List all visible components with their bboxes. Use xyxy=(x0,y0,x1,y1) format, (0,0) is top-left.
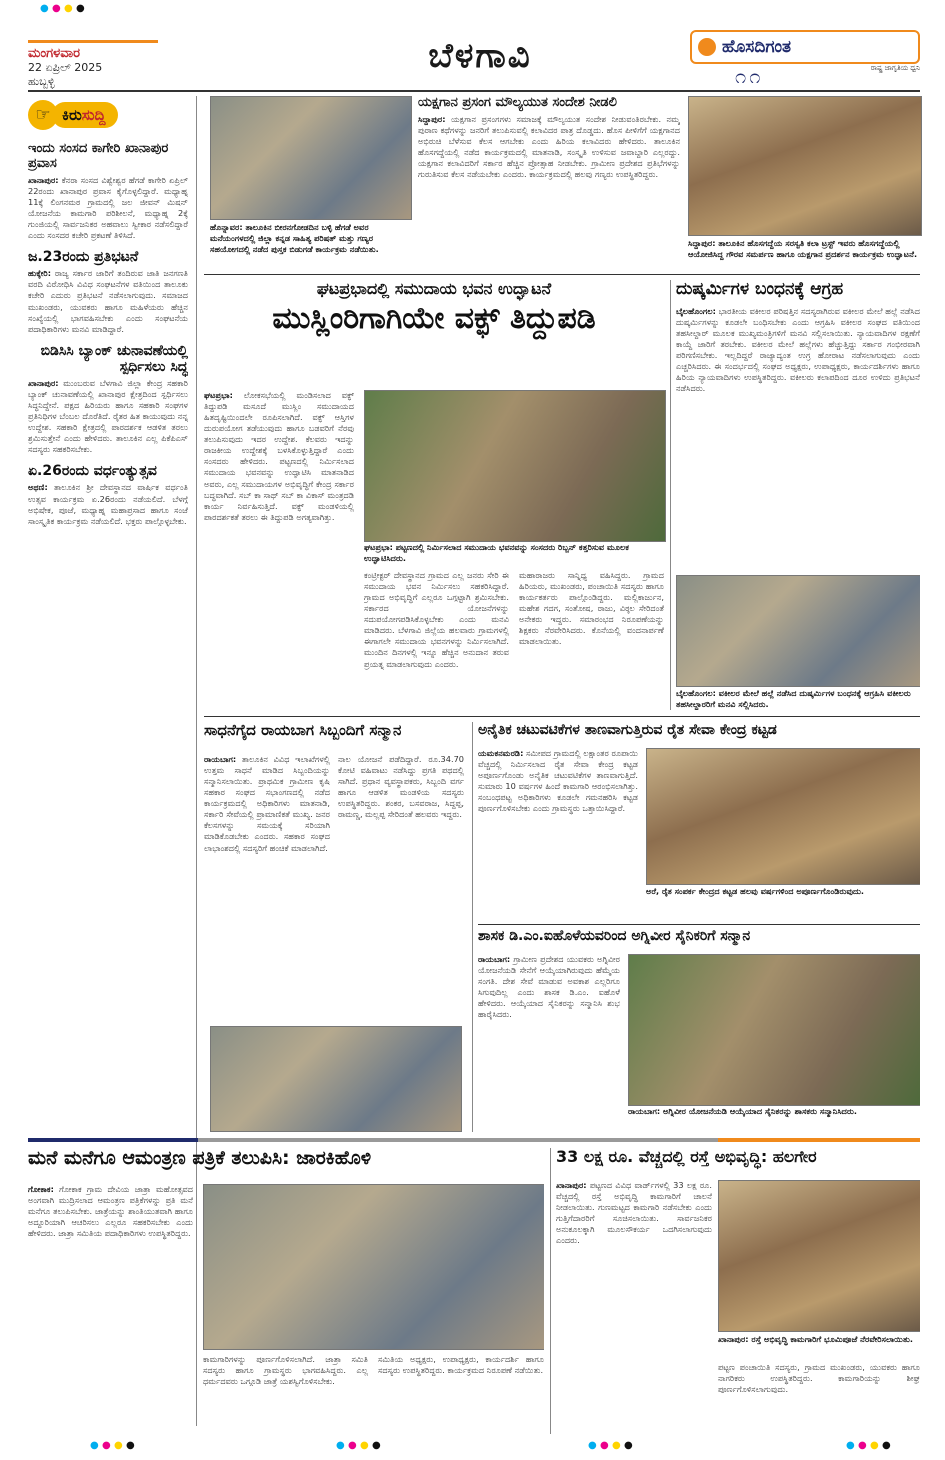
issue-day: ಮಂಗಳವಾರ xyxy=(28,46,81,61)
brief-text: ಕೆನರಾ ಸಂಸದ ವಿಶ್ವೇಶ್ವರ ಹೆಗಡೆ ಕಾಗೇರಿ ಏಪ್ರಿಲ್ 22ರಂದು ಖಾನಾಪುರ ಪ್ರವಾಸ ಕೈಗೊಳ್ಳಲಿದ್ದಾರೆ. ಮಧ್ಯಾಹ್ನ 11ಕ್ಕೆ ಲಿಂಗನಮಠ ಗ್ರಾಮದಲ್ಲಿ ಜಲ ಜೀವನ್ ಮಿಷನ್ ಯೋಜನೆಯ ಕಾಮಗಾರಿ ಪರಿಶೀಲನೆ, ಮಧ್ಯಾಹ್ನ 2ಕ್ಕೆ ಗುಂಜಿಯಲ್ಲಿ ಸಾರ್ವಜನಿಕರ ಅಹವಾಲು ಸ್ವೀಕಾರ ನಡೆಸಲಿದ್ದಾರೆ ಎಂದು ಸಂಸದರ ಕಚೇರಿ ಪ್ರಕಟಣೆ ತಿಳಿಸಿದೆ. xyxy=(28,174,188,241)
column-rule xyxy=(472,722,473,1132)
article-body xyxy=(556,1180,712,1432)
article-headline: ಅನೈತಿಕ ಚಟುವಟಿಕೆಗಳ ತಾಣವಾಗುತ್ತಿರುವ ರೈತ ಸೇವಾ ಕೇಂದ್ರ ಕಟ್ಟಡ xyxy=(478,722,777,738)
registration-dots: ● xyxy=(588,1440,598,1451)
brief-text: ಮುಂಬರುವ ಬೆಳಗಾವಿ ಜಿಲ್ಲಾ ಕೇಂದ್ರ ಸಹಕಾರಿ ಬ್ಯಾಂಕ್ ಚುನಾವಣೆಯಲ್ಲಿ ಖಾನಾಪುರ ಕ್ಷೇತ್ರದಿಂದ ಸ್ಪರ್ಧಿಸಲು ಸಿದ್ಧನಿದ್ದೇನೆ. ಪಕ್ಷದ ಹಿರಿಯರು ಹಾಗೂ ಸಹಕಾರಿ ಸಂಘಗಳ ಪ್ರತಿನಿಧಿಗಳ ಬೆಂಬಲ ದೊರೆತಿದೆ. ರೈತರ ಹಿತ ಕಾಯುವುದು ನನ್ನ ಉದ್ದೇಶ. ಸಹಕಾರಿ ಕ್ಷೇತ್ರದಲ್ಲಿ ಪಾರದರ್ಶಕ ಆಡಳಿತ ತರಲು ಶ್ರಮಿಸುತ್ತೇನೆ ಎಂದು ಹೇಳಿದರು. ತಾಲೂಕಿನ ಎಲ್ಲ ಪಿಕೆಪಿಎಸ್ ಸದಸ್ಯರು ಸಹಕರಿಸಬೇಕು. xyxy=(28,377,188,455)
article-raitha-kendra xyxy=(478,722,920,922)
logo-text: ಹೊಸದಿಗಂತ xyxy=(722,37,792,57)
bottom-blue-bar xyxy=(28,1138,198,1142)
brief-text: ರಾಜ್ಯ ಸರ್ಕಾರ ಜಾರಿಗೆ ತಂದಿರುವ ಜಾತಿ ಜನಗಣತಿ ವರದಿ ವಿರೋಧಿಸಿ ವಿವಿಧ ಸಂಘಟನೆಗಳ ವತಿಯಿಂದ ತಾಲೂಕು ಕಚೇರಿ ಎದುರು ಪ್ರತಿಭಟನೆ ನಡೆಸಲಾಗುವುದು. ಸಮಾಜದ ಮುಖಂಡರು, ಯುವಕರು ಹಾಗೂ ಮಹಿಳೆಯರು ಹೆಚ್ಚಿನ ಸಂಖ್ಯೆಯಲ್ಲಿ ಭಾಗವಹಿಸಬೇಕು ಎಂದು ಸಂಘಟನೆಯ ಪದಾಧಿಕಾರಿಗಳು ಮನವಿ ಮಾಡಿದ್ದಾರೆ. xyxy=(28,268,188,334)
issue-date: 22 ಏಪ್ರಿಲ್ 2025 xyxy=(28,61,103,74)
photo-incomplete-building xyxy=(646,748,920,885)
registration-dots: ● xyxy=(624,1440,634,1451)
photo-caption: ಅರೆ, ರೈತ ಸಂಪರ್ಕ ಕೇಂದ್ರದ ಕಟ್ಟಡ ಹಲವು ವರ್ಷಗಳಿಂದ ಅಪೂರ್ಣಗೊಂಡಿರುವುದು. xyxy=(646,886,865,896)
photo-caption: ಸಿದ್ದಾಪುರ: ತಾಲೂಕಿನ ಹೊಸಗದ್ದೆಯ ಸರಸ್ವತಿ ಕಲಾ ಟ್ರಸ್ಟ್ ಇವರು ಹೊಸಗದ್ದೆಯಲ್ಲಿ ಆಯೋಜಿಸಿದ್ದ ಗೌರವ ಸಮರ್ಪಣ ಹಾಗೂ ಯಕ್ಷಗಾನ ಪ್ರದರ್ಶನ ಕಾರ್ಯಕ್ರಮ ಉದ್ಘಾಟನೆ. xyxy=(688,238,918,260)
brief-dateline: ಅಥಣಿ: xyxy=(28,482,48,493)
article-text: ಯಕ್ಷಗಾನ ಪ್ರಸಂಗಗಳು ಸಮಾಜಕ್ಕೆ ಮೌಲ್ಯಯುತ ಸಂದೇಶ ನೀಡುವಂತಿರಬೇಕು. ನಮ್ಮ ಪುರಾಣ ಕಥೆಗಳನ್ನು ಜನರಿಗೆ ತಲುಪಿಸುವಲ್ಲಿ ಕಲಾವಿದರ ಪಾತ್ರ ದೊಡ್ಡದು. ಹೊಸ ಪೀಳಿಗೆಗೆ ಯಕ್ಷಗಾನದ ಅಭಿರುಚಿ ಬೆಳೆಸುವ ಕೆಲಸ ಆಗಬೇಕು ಎಂದು ಹಿರಿಯ ಕಲಾವಿದರು ಹೇಳಿದರು. ತಾಲೂಕಿನ ಹೊಸಗದ್ದೆಯಲ್ಲಿ ನಡೆದ ಕಾರ್ಯಕ್ರಮದಲ್ಲಿ ಮಾತನಾಡಿ, ಸಂಸ್ಕೃತಿ ಉಳಿಸುವ ಜವಾಬ್ದಾರಿ ಎಲ್ಲರದ್ದು. ಯಕ್ಷಗಾನ ಕಲಾವಿದರಿಗೆ ಸರ್ಕಾರ ಹೆಚ್ಚಿನ ಪ್ರೋತ್ಸಾಹ ನೀಡಬೇಕು. ಗ್ರಾಮೀಣ ಪ್ರದೇಶದ ಪ್ರತಿಭೆಗಳನ್ನು ಗುರುತಿಸುವ ಕೆಲಸ ನಡೆಯಬೇಕು ಎಂದರು. ಕಾರ್ಯಕ್ರಮದಲ್ಲಿ ಹಲವು ಗಣ್ಯರು ಉಪಸ್ಥಿತರಿದ್ದರು. xyxy=(418,113,680,180)
registration-dots: ● xyxy=(846,1440,856,1451)
article-dateline: ರಾಯಬಾಗ: xyxy=(478,954,511,964)
brief-headline: ಏ.26ರಂದು ವರ್ಧಂತ್ಯುತ್ಸವ xyxy=(28,463,157,480)
article-dateline: ಗೋಕಾಕ: xyxy=(28,1184,54,1194)
registration-dots: ● xyxy=(348,1440,358,1451)
logo-box xyxy=(690,30,920,64)
article-text: ಲೋಕಸಭೆಯಲ್ಲಿ ಮಂಡಿಸಲಾದ ವಕ್ಫ್ ತಿದ್ದುಪಡಿ ಮಸೂದೆ ಮುಸ್ಲಿಂ ಸಮುದಾಯದ ಹಿತದೃಷ್ಟಿಯಿಂದಲೇ ರೂಪಿಸಲಾಗಿದೆ. ವಕ್ಫ್ ಆಸ್ತಿಗಳ ದುರುಪಯೋಗ ತಡೆಯುವುದು ಹಾಗೂ ಬಡವರಿಗೆ ನೆರವು ತಲುಪಿಸುವುದು ಇದರ ಉದ್ದೇಶ. ಕೆಲವರು ಇದನ್ನು ರಾಜಕೀಯ ಉದ್ದೇಶಕ್ಕೆ ಬಳಸಿಕೊಳ್ಳುತ್ತಿದ್ದಾರೆ ಎಂದು ಸಂಸದರು ಹೇಳಿದರು. ಪಟ್ಟಣದಲ್ಲಿ ನಿರ್ಮಿಸಲಾದ ಸಮುದಾಯ ಭವನವನ್ನು ಉದ್ಘಾಟಿಸಿ ಮಾತನಾಡಿದ ಅವರು, ಎಲ್ಲ ಸಮುದಾಯಗಳ ಅಭಿವೃದ್ಧಿಗೆ ಕೇಂದ್ರ ಸರ್ಕಾರ ಬದ್ಧವಾಗಿದೆ. ಸಬ್ ಕಾ ಸಾಥ್ ಸಬ್ ಕಾ ವಿಕಾಸ್ ಮಂತ್ರದಡಿ ಕಾರ್ಯ ನಿರ್ವಹಿಸುತ್ತಿದೆ. ವಕ್ಫ್ ಮಂಡಳಿಯಲ್ಲಿ ಪಾರದರ್ಶಕತೆ ತರಲು ಈ ತಿದ್ದುಪಡಿ ಅಗತ್ಯವಾಗಿತ್ತು. xyxy=(204,390,354,522)
article-text: ಗ್ರಾಮೀಣ ಪ್ರದೇಶದ ಯುವಕರು ಅಗ್ನಿವೀರ ಯೋಜನೆಯಡಿ ಸೇನೆಗೆ ಆಯ್ಕೆಯಾಗಿರುವುದು ಹೆಮ್ಮೆಯ ಸಂಗತಿ. ದೇಶ ಸೇವೆ ಮಾಡುವ ಅವಕಾಶ ಎಲ್ಲರಿಗೂ ಸಿಗುವುದಿಲ್ಲ ಎಂದು ಶಾಸಕ ಡಿ.ಎಂ. ಐಹೊಳೆ ಹೇಳಿದರು. ಆಯ್ಕೆಯಾದ ಸೈನಿಕರನ್ನು ಸನ್ಮಾನಿಸಿ ಶುಭ ಹಾರೈಸಿದರು. xyxy=(478,954,620,1020)
photo-caption: ಬೈಲಹೊಂಗಲ: ವಕೀಲರ ಮೇಲೆ ಹಲ್ಲೆ ನಡೆಸಿದ ದುಷ್ಕರ್ಮಿಗಳ ಬಂಧನಕ್ಕೆ ಆಗ್ರಹಿಸಿ ವಕೀಲರು ತಹಸೀಲ್ದಾರರಿಗೆ ಮನವಿ ಸಲ್ಲಿಸಿದರು. xyxy=(676,688,911,710)
kirusuddi-badge xyxy=(28,100,188,134)
photo-lawyers-protest xyxy=(676,575,920,687)
article-agniveer xyxy=(478,928,920,1132)
pointing-hand-icon: ☞ xyxy=(28,100,58,130)
article-yakshagana xyxy=(418,96,680,268)
article-headline: ದುಷ್ಕರ್ಮಿಗಳ ಬಂಧನಕ್ಕೆ ಆಗ್ರಹ xyxy=(676,280,844,299)
article-text: ಗೋಕಾಕ ಗ್ರಾಮ ದೇವಿಯ ಜಾತ್ರಾ ಮಹೋತ್ಸವದ ಅಂಗವಾಗಿ ಮುದ್ರಿಸಲಾದ ಆಮಂತ್ರಣ ಪತ್ರಿಕೆಗಳನ್ನು ಪ್ರತಿ ಮನೆ ಮನೆಗೂ ತಲುಪಿಸಬೇಕು. ಜಾತ್ರೆಯನ್ನು ಶಾಂತಿಯುತವಾಗಿ ಹಾಗೂ ಅದ್ದೂರಿಯಾಗಿ ಆಚರಿಸಲು ಎಲ್ಲರೂ ಸಹಕರಿಸಬೇಕು ಎಂದು ಹೇಳಿದರು. ಜಾತ್ರಾ ಸಮಿತಿಯ ಪದಾಧಿಕಾರಿಗಳು ಉಪಸ್ಥಿತರಿದ್ದರು. xyxy=(28,1184,193,1239)
brief-body xyxy=(28,175,188,241)
lead-body-col2: ಕಂಟ್ರೀಕ್ಟರ್ ದೇವಸ್ಥಾನದ ಗ್ರಾಮದ ಎಲ್ಲ ಜನರು ಸೇರಿ ಈ ಸಮುದಾಯ ಭವನ ನಿರ್ಮಿಸಲು ಸಹಕರಿಸಿದ್ದಾರೆ. ಗ್ರಾಮದ ಅಭಿವೃದ್ಧಿಗೆ ಎಲ್ಲರೂ ಒಗ್ಗಟ್ಟಾಗಿ ಶ್ರಮಿಸಬೇಕು. ಸರ್ಕಾರದ ಯೋಜನೆಗಳನ್ನು ಸದುಪಯೋಗಪಡಿಸಿಕೊಳ್ಳಬೇಕು ಎಂದು ಮನವಿ ಮಾಡಿದರು. ಬೆಳಗಾವಿ ಜಿಲ್ಲೆಯ ಹಲವಾರು ಗ್ರಾಮಗಳಲ್ಲಿ ಈಗಾಗಲೇ ಸಮುದಾಯ ಭವನಗಳನ್ನು ನಿರ್ಮಿಸಲಾಗಿದೆ. ಮುಂದಿನ ದಿನಗಳಲ್ಲಿ ಇನ್ನೂ ಹೆಚ್ಚಿನ ಅನುದಾನ ತರುವ ಪ್ರಯತ್ನ ಮಾಡಲಾಗುವುದು ಎಂದರು. xyxy=(364,570,509,669)
article-dateline: ಖಾನಾಪುರ: xyxy=(556,1180,587,1190)
section-divider xyxy=(204,716,920,717)
photo-staff-honour xyxy=(210,1026,462,1132)
registration-dots: ● xyxy=(600,1440,610,1451)
article-body xyxy=(478,954,620,1129)
lead-body-col1 xyxy=(204,390,354,590)
top-color-strip xyxy=(0,0,945,18)
bottom-orange-bar xyxy=(718,1138,920,1142)
registration-dots: ● xyxy=(858,1440,868,1451)
brief-dateline: ಹುಕ್ಕೇರಿ: xyxy=(28,268,52,279)
article-body-col1 xyxy=(28,1184,193,1432)
newspaper-logo xyxy=(690,30,920,88)
brief-body xyxy=(28,482,188,526)
registration-dots: ● xyxy=(52,3,62,14)
orange-rule xyxy=(28,40,158,43)
registration-dots: ● xyxy=(612,1440,622,1451)
section-divider xyxy=(478,924,920,925)
registration-dots: ● xyxy=(102,1440,112,1451)
column-rule xyxy=(550,1148,551,1434)
article-body-col2: ಪಟ್ಟಣ ಪಂಚಾಯಿತಿ ಸದಸ್ಯರು, ಗ್ರಾಮದ ಮುಖಂಡರು, ಯುವಕರು ಹಾಗೂ ನಾಗರಿಕರು ಉಪಸ್ಥಿತರಿದ್ದರು. ಕಾಮಗಾರಿಯನ್ನು ಶೀಘ್ರ ಪೂರ್ಣಗೊಳಿಸಲಾಗುವುದು. xyxy=(718,1362,920,1395)
article-lawyers xyxy=(676,280,920,710)
issue-city: ಹುಬ್ಬಳ್ಳಿ xyxy=(28,75,55,88)
article-body xyxy=(478,748,638,888)
brief-dateline: ಖಾನಾಪುರ: xyxy=(28,174,59,185)
bottom-gray-bar xyxy=(198,1138,718,1142)
article-invitation xyxy=(28,1148,544,1434)
article-text: ಸಮೀಪದ ಗ್ರಾಮದಲ್ಲಿ ಲಕ್ಷಾಂತರ ರೂಪಾಯಿ ವೆಚ್ಚದಲ್ಲಿ ನಿರ್ಮಿಸಲಾದ ರೈತ ಸೇವಾ ಕೇಂದ್ರ ಕಟ್ಟಡ ಅಪೂರ್ಣಗೊಂಡು ಅನೈತಿಕ ಚಟುವಟಿಕೆಗಳ ತಾಣವಾಗುತ್ತಿದೆ. ಸುಮಾರು 10 ವರ್ಷಗಳ ಹಿಂದೆ ಕಾಮಗಾರಿ ಆರಂಭಿಸಲಾಗಿತ್ತು. ಸಂಬಂಧಪಟ್ಟ ಅಧಿಕಾರಿಗಳು ಕೂಡಲೇ ಗಮನಹರಿಸಿ ಕಟ್ಟಡ ಪೂರ್ಣಗೊಳಿಸಬೇಕು ಎಂದು ಗ್ರಾಮಸ್ಥರು ಒತ್ತಾಯಿಸಿದ್ದಾರೆ. xyxy=(478,748,638,814)
section-divider xyxy=(204,274,920,275)
brief-dateline: ಖಾನಾಪುರ: xyxy=(28,377,59,388)
photo-invitation-release xyxy=(203,1184,544,1350)
brief-headline: ಬಿಡಿಸಿಸಿ ಬ್ಯಾಂಕ್ ಚುನಾವಣೆಯಲ್ಲಿ ಸ್ಪರ್ಧಿಸಲು ಸಿದ್ಧ xyxy=(40,342,188,375)
article-dateline: ಯಮಕನಮರಡಿ: xyxy=(478,748,524,758)
bottom-color-strip xyxy=(0,1440,945,1456)
article-body xyxy=(418,114,680,180)
brief-headline: ಜ.23ರಂದು ಪ್ರತಿಭಟನೆ xyxy=(28,249,139,266)
photo-yakshagana-honour xyxy=(688,96,922,236)
registration-dots: ● xyxy=(372,1440,382,1451)
registration-dots: ● xyxy=(76,3,86,14)
photo-caption: ಖಾನಾಪುರ: ರಸ್ತೆ ಅಭಿವೃದ್ಧಿ ಕಾಮಗಾರಿಗೆ ಭೂಮಿಪೂಜೆ ನೆರವೇರಿಸಲಾಯಿತು. xyxy=(718,1334,914,1344)
lead-kicker: ಘಟಪ್ರಭಾದಲ್ಲಿ ಸಮುದಾಯ ಭವನ ಉದ್ಘಾಟನೆ xyxy=(316,279,552,298)
article-dateline: ರಾಯಬಾಗ: xyxy=(204,754,237,764)
registration-dots: ● xyxy=(114,1440,124,1451)
article-headline: ಯಕ್ಷಗಾನ ಪ್ರಸಂಗ ಮೌಲ್ಯಯುತ ಸಂದೇಶ ನೀಡಲಿ xyxy=(418,96,617,110)
registration-dots: ● xyxy=(870,1440,880,1451)
photo-caption: ಘಟಪ್ರಭಾ: ಪಟ್ಟಣದಲ್ಲಿ ನಿರ್ಮಿಸಲಾದ ಸಮುದಾಯ ಭವನವನ್ನು ಸಂಸದರು ರಿಬ್ಬನ್ ಕತ್ತರಿಸುವ ಮೂಲಕ ಉದ್ಘಾಟಿಸಿದರು. xyxy=(364,542,629,564)
article-body xyxy=(676,306,920,556)
photo-inauguration xyxy=(364,390,666,542)
kirusuddi-label xyxy=(52,102,118,128)
registration-dots: ● xyxy=(40,3,50,14)
masthead-dateline xyxy=(28,40,178,89)
article-headline: ಶಾಸಕ ಡಿ.ಎಂ.ಐಹೊಳೆಯವರಿಂದ ಅಗ್ನಿವೀರ ಸೈನಿಕರಿಗೆ ಸನ್ಮಾನ xyxy=(478,928,751,944)
brief-body xyxy=(28,378,188,455)
article-body-col1 xyxy=(204,754,330,1019)
article-dateline: ಬೈಲಹೊಂಗಲ: xyxy=(676,305,716,316)
lead-body-col3: ಮಹಾರಾಜರು ಸಾನ್ನಿಧ್ಯ ವಹಿಸಿದ್ದರು. ಗ್ರಾಮದ ಹಿರಿಯರು, ಮುಖಂಡರು, ಪಂಚಾಯಿತಿ ಸದಸ್ಯರು ಹಾಗೂ ಕಾರ್ಯಕರ್ತರು ಪಾಲ್ಗೊಂಡಿದ್ದರು. ಮಲ್ಲಿಕಾರ್ಜುನ, ಮಹೇಶ ಗದಗ, ಸಂತೋಷ, ರಾಜು, ವಿಠ್ಠಲ ಸೇರಿದಂತೆ ಅನೇಕರು ಇದ್ದರು. ಸಮಾರಂಭದ ನಿರೂಪಣೆಯನ್ನು ಶಿಕ್ಷಕರು ನೆರವೇರಿಸಿದರು. ಕೊನೆಯಲ್ಲಿ ವಂದನಾರ್ಪಣೆ ಮಾಡಲಾಯಿತು. xyxy=(519,570,664,647)
registration-dots: ● xyxy=(360,1440,370,1451)
photo-caption: ರಾಯಬಾಗ: ಅಗ್ನಿವೀರ ಯೋಜನೆಯಡಿ ಆಯ್ಕೆಯಾದ ಸೈನಿಕರನ್ನು ಶಾಸಕರು ಸನ್ಮಾನಿಸಿದರು. xyxy=(628,1106,858,1116)
lead-article xyxy=(204,280,664,710)
masthead-divider xyxy=(28,90,920,92)
article-dateline: ಘಟಪ್ರಭಾ: xyxy=(204,390,233,400)
section-title: ಬೆಳಗಾವಿ xyxy=(428,36,532,76)
article-text: ತಾಲೂಕಿನ ವಿವಿಧ ಇಲಾಖೆಗಳಲ್ಲಿ ಉತ್ತಮ ಸಾಧನೆ ಮಾಡಿದ ಸಿಬ್ಬಂದಿಯನ್ನು ಸನ್ಮಾನಿಸಲಾಯಿತು. ಪ್ರಾಥಮಿಕ ಗ್ರಾಮೀಣ ಕೃಷಿ ಸಹಕಾರ ಸಂಘದ ಸಭಾಂಗಣದಲ್ಲಿ ನಡೆದ ಕಾರ್ಯಕ್ರಮದಲ್ಲಿ ಅಧಿಕಾರಿಗಳು ಮಾತನಾಡಿ, ಸರ್ಕಾರಿ ಸೇವೆಯಲ್ಲಿ ಪ್ರಾಮಾಣಿಕತೆ ಮುಖ್ಯ. ಜನರ ಕೆಲಸಗಳನ್ನು ಸಮಯಕ್ಕೆ ಸರಿಯಾಗಿ ಮಾಡಿಕೊಡಬೇಕು ಎಂದರು. ಸಹಕಾರ ಸಂಘದ ಲಾಭಾಂಶದಲ್ಲಿ ಸದಸ್ಯರಿಗೆ ಹಂಚಿಕೆ ಮಾಡಲಾಗಿದೆ. xyxy=(204,754,330,853)
photo-caption: ಹೊನ್ನಾವರ: ತಾಲೂಕಿನ ಬೀರನಗೋಡದಿನ ಬಳ್ಳಿ ಹೆಗಡೆ ಅವರ ಮನೆಯಂಗಳದಲ್ಲಿ ಜಿಲ್ಲಾ ಕನ್ನಡ ಸಾಹಿತ್ಯ ಪರಿಷತ್ ಮತ್ತು ಗಣ್ಯರ ಸಹಯೋಗದಲ್ಲಿ ನಡೆದ ಪುಸ್ತಕ ಬಿಡುಗಡೆ ಕಾರ್ಯಕ್ರಮ ನಡೆಯಿತು. xyxy=(210,222,379,255)
article-body-col2: ಕಾಮಗಾರಿಗಳನ್ನು ಪೂರ್ಣಗೊಳಿಸಲಾಗಿದೆ. ಜಾತ್ರಾ ಸಮಿತಿ ಸದಸ್ಯರು ಹಾಗೂ ಗ್ರಾಮಸ್ಥರು ಭಾಗವಹಿಸಿದ್ದರು. ಎಲ್ಲ ಧರ್ಮದವರು ಒಗ್ಗೂಡಿ ಜಾತ್ರೆ ಯಶಸ್ವಿಗೊಳಿಸಬೇಕು. xyxy=(203,1354,368,1387)
article-text: ಭಾರತೀಯ ವಕೀಲರ ಪರಿಷತ್ತಿನ ಸದಸ್ಯರಾಗಿರುವ ವಕೀಲರ ಮೇಲೆ ಹಲ್ಲೆ ನಡೆಸಿದ ದುಷ್ಕರ್ಮಿಗಳನ್ನು ಕೂಡಲೇ ಬಂಧಿಸಬೇಕು ಎಂದು ಆಗ್ರಹಿಸಿ ವಕೀಲರ ಸಂಘದ ವತಿಯಿಂದ ತಹಸೀಲ್ದಾರ್ ಮೂಲಕ ಮುಖ್ಯಮಂತ್ರಿಗಳಿಗೆ ಮನವಿ ಸಲ್ಲಿಸಲಾಯಿತು. ನ್ಯಾಯವಾದಿಗಳ ರಕ್ಷಣೆಗೆ ಕಾಯ್ದೆ ಜಾರಿಗೆ ತರಬೇಕು. ವಕೀಲರ ಮೇಲೆ ಹಲ್ಲೆಗಳು ಹೆಚ್ಚುತ್ತಿದ್ದು ಸರ್ಕಾರ ಗಂಭೀರವಾಗಿ ಪರಿಗಣಿಸಬೇಕು. ಇಲ್ಲದಿದ್ದರೆ ರಾಜ್ಯಾದ್ಯಂತ ಉಗ್ರ ಹೋರಾಟ ನಡೆಸಲಾಗುವುದು ಎಂದು ಎಚ್ಚರಿಸಿದರು. ಈ ಸಂದರ್ಭದಲ್ಲಿ ಸಂಘದ ಅಧ್ಯಕ್ಷರು, ಉಪಾಧ್ಯಕ್ಷರು, ಕಾರ್ಯದರ್ಶಿಗಳು ಹಾಗೂ ಹಿರಿಯ ನ್ಯಾಯವಾದಿಗಳು ಉಪಸ್ಥಿತರಿದ್ದರು. ವಕೀಲರು ಕಲಾಪದಿಂದ ದೂರ ಉಳಿದು ಪ್ರತಿಭಟನೆ ನಡೆಸಿದರು. xyxy=(676,305,920,393)
badge-part1: ಕಿರು xyxy=(62,106,82,124)
article-body-col3: ಸಮಿತಿಯ ಅಧ್ಯಕ್ಷರು, ಉಪಾಧ್ಯಕ್ಷರು, ಕಾರ್ಯದರ್ಶಿ ಹಾಗೂ ಸದಸ್ಯರು ಉಪಸ್ಥಿತರಿದ್ದರು. ಕಾರ್ಯಕ್ರಮದ ನಿರೂಪಣೆ ನಡೆಯಿತು. xyxy=(378,1354,544,1376)
lead-headline: ಮುಸ್ಲಿಂರಿಗಾಗಿಯೇ ವಕ್ಫ್ ತಿದ್ದುಪಡಿ xyxy=(272,301,596,337)
article-headline: 33 ಲಕ್ಷ ರೂ. ವೆಚ್ಚದಲ್ಲಿ ರಸ್ತೆ ಅಭಿವೃದ್ಧಿ: ಹಲಗೇರ xyxy=(556,1148,817,1166)
article-headline: ಸಾಧನೆಗೈದ ರಾಯಬಾಗ ಸಿಬ್ಬಂದಿಗೆ ಸನ್ಮಾನ xyxy=(204,722,402,739)
brief-headline: ಇಂದು ಸಂಸದ ಕಾಗೇರಿ ಖಾನಾಪುರ ಪ್ರವಾಸ xyxy=(28,142,169,171)
registration-dots: ● xyxy=(90,1440,100,1451)
article-body-col2: ನಾಲ ಯೋಜನೆ ಪಡೆದಿದ್ದಾರೆ. ರೂ.34.70 ಕೋಟಿ ವಹಿವಾಟು ನಡೆಸಿದ್ದು ಪ್ರಗತಿ ಪಥದಲ್ಲಿ ಸಾಗಿದೆ. ಪ್ರಧಾನ ವ್ಯವಸ್ಥಾಪಕರು, ಸಿಬ್ಬಂದಿ ವರ್ಗ ಹಾಗೂ ಆಡಳಿತ ಮಂಡಳಿಯ ಸದಸ್ಯರು ಉಪಸ್ಥಿತರಿದ್ದರು. ಶಂಕರ, ಬಸವರಾಜ, ಸಿದ್ದಪ್ಪ, ರಾಮಣ್ಣ, ಮಲ್ಲಪ್ಪ ಸೇರಿದಂತೆ ಹಲವರು ಇದ್ದರು. xyxy=(338,754,464,820)
badge-part2: ಸುದ್ದಿ xyxy=(81,106,106,124)
logo-tagline: ರಾಷ್ಟ್ರ ಜಾಗೃತಿಯ ಧ್ವನಿ xyxy=(870,64,920,72)
photo-bhoomi-pooja xyxy=(718,1180,920,1332)
article-headline: ಮನೆ ಮನೆಗೂ ಆಮಂತ್ರಣ ಪತ್ರಿಕೆ ತಲುಪಿಸಿ: ಜಾರಕಿಹೊಳಿ xyxy=(28,1148,372,1169)
registration-dots: ● xyxy=(64,3,74,14)
brief-body xyxy=(28,268,188,334)
logo-emblem-icon xyxy=(698,38,716,56)
registration-dots: ● xyxy=(336,1440,346,1451)
page-number: ೧೧ xyxy=(735,64,764,88)
photo-book-release xyxy=(210,96,412,220)
photo-agniveer-honour xyxy=(628,954,920,1106)
article-text: ಪಟ್ಟಣದ ವಿವಿಧ ವಾರ್ಡ್‌ಗಳಲ್ಲಿ 33 ಲಕ್ಷ ರೂ. ವೆಚ್ಚದಲ್ಲಿ ರಸ್ತೆ ಅಭಿವೃದ್ಧಿ ಕಾಮಗಾರಿಗೆ ಚಾಲನೆ ನೀಡಲಾಯಿತು. ಗುಣಮಟ್ಟದ ಕಾಮಗಾರಿ ನಡೆಸಬೇಕು ಎಂದು ಗುತ್ತಿಗೆದಾರರಿಗೆ ಸೂಚಿಸಲಾಯಿತು. ಸಾರ್ವಜನಿಕರ ಅನುಕೂಲಕ್ಕಾಗಿ ಮೂಲಸೌಕರ್ಯ ಒದಗಿಸಲಾಗುವುದು ಎಂದರು. xyxy=(556,1180,712,1246)
article-raybag-honour xyxy=(204,722,466,1132)
registration-dots: ● xyxy=(126,1440,136,1451)
brief-text: ತಾಲೂಕಿನ ಶ್ರೀ ದೇವಸ್ಥಾನದ ವಾರ್ಷಿಕ ವರ್ಧಂತಿ ಉತ್ಸವ ಕಾರ್ಯಕ್ರಮ ಏ.26ರಂದು ನಡೆಯಲಿದೆ. ಬೆಳಗ್ಗೆ ಅಭಿಷೇಕ, ಪೂಜೆ, ಮಧ್ಯಾಹ್ನ ಮಹಾಪ್ರಸಾದ ಹಾಗೂ ಸಂಜೆ ಸಾಂಸ್ಕೃತಿಕ ಕಾರ್ಯಕ್ರಮ ನಡೆಯಲಿದೆ. ಭಕ್ತರು ಪಾಲ್ಗೊಳ್ಳಬೇಕು. xyxy=(28,482,188,526)
article-dateline: ಸಿದ್ದಾಪುರ: xyxy=(418,113,446,124)
article-road-development xyxy=(556,1148,920,1434)
registration-dots: ● xyxy=(882,1440,892,1451)
column-rule xyxy=(670,280,671,710)
